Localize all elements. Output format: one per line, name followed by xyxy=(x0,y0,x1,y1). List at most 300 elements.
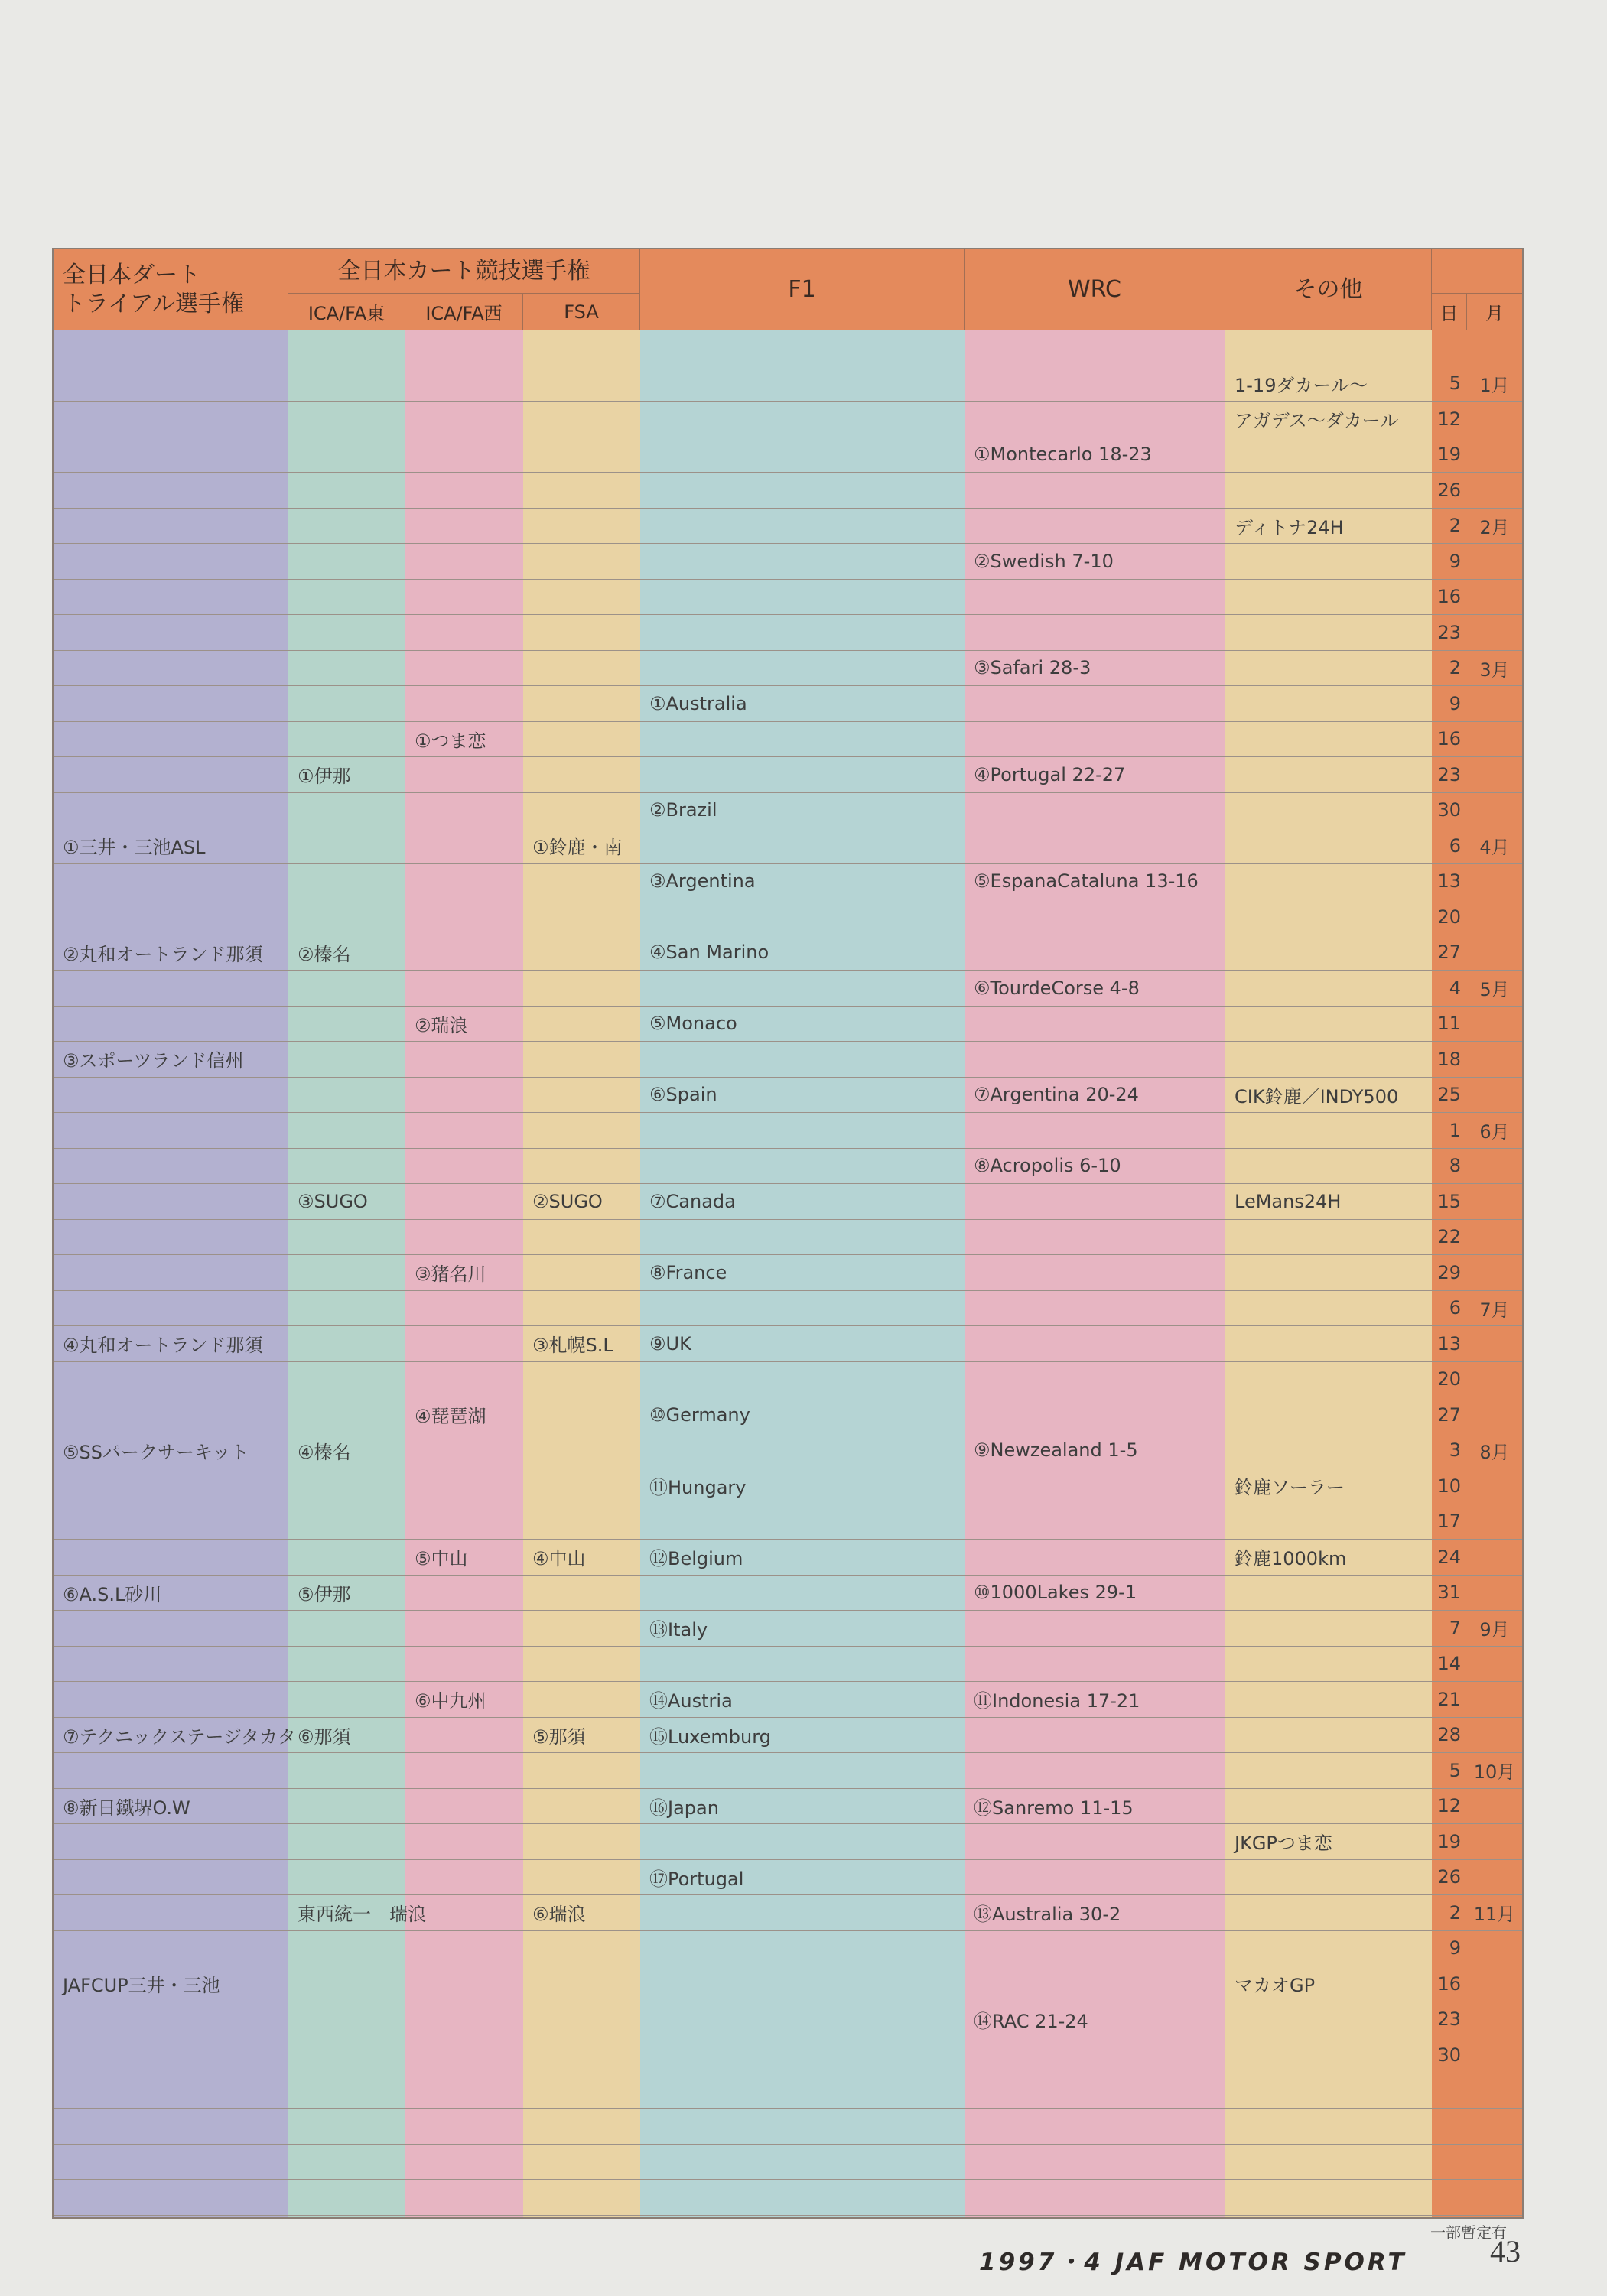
cell-ica-east xyxy=(288,864,405,899)
cell-wrc: ⑧Acropolis 6-10 xyxy=(974,1155,1121,1177)
cell-ica-west: ⑥中九州 xyxy=(415,1690,486,1712)
cell-other xyxy=(1225,615,1432,650)
cell-day: 6 xyxy=(1449,1297,1461,1319)
cell-month xyxy=(1467,899,1522,935)
cell-ica-west xyxy=(405,1860,523,1895)
cell-dirt-trial xyxy=(54,651,288,686)
table-row xyxy=(54,1042,1522,1078)
cell-ica-east xyxy=(288,1149,405,1184)
cell-wrc xyxy=(965,1113,1225,1148)
cell-fsa xyxy=(523,544,640,579)
cell-day: 1 xyxy=(1449,1119,1461,1141)
cell-day: 28 xyxy=(1437,1724,1461,1746)
cell-f1 xyxy=(640,1504,965,1540)
cell-dirt-trial xyxy=(54,1540,288,1575)
table-row xyxy=(54,757,1522,793)
cell-other xyxy=(1225,1611,1432,1646)
cell-wrc: ①Montecarlo 18-23 xyxy=(974,444,1152,466)
cell-fsa: ④中山 xyxy=(532,1548,586,1570)
cell-f1 xyxy=(640,2180,965,2215)
cell-f1 xyxy=(640,651,965,686)
cell-wrc: ⑤EspanaCataluna 13-16 xyxy=(974,870,1199,893)
cell-ica-east xyxy=(288,1220,405,1255)
cell-fsa xyxy=(523,935,640,971)
header-date-group xyxy=(1432,249,1522,294)
cell-fsa xyxy=(523,722,640,757)
cell-day: 17 xyxy=(1437,1511,1461,1533)
cell-dirt-trial xyxy=(54,757,288,792)
cell-dirt-trial xyxy=(54,2073,288,2109)
cell-wrc xyxy=(965,1718,1225,1753)
cell-wrc xyxy=(965,473,1225,508)
cell-wrc xyxy=(965,402,1225,437)
cell-wrc: ②Swedish 7-10 xyxy=(974,550,1114,572)
cell-ica-west xyxy=(405,971,523,1006)
table-row xyxy=(54,473,1522,509)
cell-day: 4 xyxy=(1449,977,1461,999)
cell-ica-east xyxy=(288,1113,405,1148)
cell-day xyxy=(1432,2145,1467,2180)
header-ica-west: ICA/FA西 xyxy=(405,294,523,330)
cell-ica-east xyxy=(288,828,405,863)
cell-f1 xyxy=(640,1220,965,1255)
cell-ica-west xyxy=(405,2002,523,2037)
cell-month: 11月 xyxy=(1473,1904,1516,1926)
cell-wrc xyxy=(965,935,1225,971)
cell-wrc xyxy=(965,1042,1225,1077)
cell-ica-west xyxy=(405,2073,523,2109)
cell-ica-east: ④榛名 xyxy=(298,1441,351,1463)
cell-fsa xyxy=(523,2180,640,2215)
cell-wrc xyxy=(965,1611,1225,1646)
cell-ica-west xyxy=(405,1611,523,1646)
cell-other xyxy=(1225,1576,1432,1611)
cell-day: 10 xyxy=(1437,1475,1461,1497)
table-row xyxy=(54,686,1522,722)
cell-other xyxy=(1225,2002,1432,2037)
cell-other: 1-19ダカール～ xyxy=(1235,374,1368,396)
cell-dirt-trial xyxy=(54,615,288,650)
cell-other xyxy=(1225,864,1432,899)
cell-wrc xyxy=(965,722,1225,757)
cell-day: 25 xyxy=(1437,1084,1461,1106)
cell-other xyxy=(1225,1326,1432,1361)
cell-month xyxy=(1467,1326,1522,1361)
table-row xyxy=(54,1326,1522,1362)
cell-dirt-trial xyxy=(54,1647,288,1682)
table-row xyxy=(54,330,1522,366)
cell-fsa xyxy=(523,899,640,935)
cell-fsa xyxy=(523,1789,640,1824)
cell-f1 xyxy=(640,509,965,544)
cell-dirt-trial xyxy=(54,1007,288,1042)
cell-ica-east xyxy=(288,899,405,935)
cell-month: 5月 xyxy=(1479,979,1510,1001)
cell-f1 xyxy=(640,899,965,935)
cell-day: 12 xyxy=(1437,1795,1461,1817)
cell-other xyxy=(1225,1397,1432,1433)
cell-day: 5 xyxy=(1449,1759,1461,1781)
cell-other xyxy=(1225,651,1432,686)
cell-ica-east xyxy=(288,1824,405,1859)
cell-other xyxy=(1225,1789,1432,1824)
cell-wrc xyxy=(965,1397,1225,1433)
cell-f1: ⑤Monaco xyxy=(649,1013,737,1035)
cell-ica-west: ④琵琶湖 xyxy=(415,1406,486,1428)
cell-wrc xyxy=(965,1468,1225,1504)
cell-dirt-trial xyxy=(54,580,288,615)
cell-wrc: ③Safari 28-3 xyxy=(974,657,1091,679)
cell-fsa xyxy=(523,2002,640,2037)
cell-dirt-trial: ⑧新日鐵堺O.W xyxy=(63,1797,190,1819)
cell-day xyxy=(1432,2109,1467,2144)
cell-wrc xyxy=(965,793,1225,828)
header-fsa: FSA xyxy=(523,294,640,330)
cell-ica-west xyxy=(405,1966,523,2002)
cell-day: 2 xyxy=(1449,1901,1461,1924)
cell-fsa xyxy=(523,1576,640,1611)
cell-f1: ③Argentina xyxy=(649,870,756,893)
cell-ica-west xyxy=(405,828,523,863)
cell-month: 2月 xyxy=(1479,516,1510,538)
cell-f1: ②Brazil xyxy=(649,799,717,821)
cell-ica-west xyxy=(405,615,523,650)
cell-day: 30 xyxy=(1437,799,1461,821)
cell-f1: ⑫Belgium xyxy=(649,1548,743,1570)
cell-month xyxy=(1467,615,1522,650)
cell-wrc xyxy=(965,1966,1225,2002)
cell-dirt-trial: ③スポーツランド信州 xyxy=(63,1050,244,1072)
cell-f1 xyxy=(640,2109,965,2144)
cell-month xyxy=(1467,1931,1522,1966)
cell-dirt-trial xyxy=(54,1362,288,1397)
cell-other: 鈴鹿1000km xyxy=(1235,1548,1347,1570)
cell-ica-east xyxy=(288,509,405,544)
cell-day: 16 xyxy=(1437,1972,1461,1995)
cell-month xyxy=(1467,2037,1522,2073)
cell-fsa xyxy=(523,1753,640,1788)
cell-wrc xyxy=(965,1184,1225,1219)
table-row xyxy=(54,1397,1522,1433)
cell-other xyxy=(1225,1007,1432,1042)
cell-month: 10月 xyxy=(1473,1761,1516,1784)
cell-f1 xyxy=(640,2037,965,2073)
table-row xyxy=(54,1895,1522,1931)
page-number: 43 xyxy=(1490,2234,1521,2268)
cell-f1 xyxy=(640,580,965,615)
calendar-table xyxy=(52,248,1524,2219)
cell-fsa xyxy=(523,1255,640,1290)
cell-wrc xyxy=(965,1824,1225,1859)
cell-fsa xyxy=(523,686,640,721)
cell-other: JKGPつま恋 xyxy=(1235,1833,1332,1855)
cell-dirt-trial: ④丸和オートランド那須 xyxy=(63,1335,263,1357)
cell-fsa xyxy=(523,1362,640,1397)
cell-month xyxy=(1467,1682,1522,1717)
cell-wrc xyxy=(965,1326,1225,1361)
cell-ica-east xyxy=(288,402,405,437)
cell-dirt-trial: ②丸和オートランド那須 xyxy=(63,943,263,965)
cell-fsa xyxy=(523,1468,640,1504)
cell-dirt-trial xyxy=(54,2002,288,2037)
cell-ica-east xyxy=(288,1753,405,1788)
cell-month xyxy=(1467,793,1522,828)
cell-other xyxy=(1225,1860,1432,1895)
cell-day: 8 xyxy=(1449,1155,1461,1177)
header-wrc: WRC xyxy=(965,249,1225,330)
cell-wrc: ⑪Indonesia 17-21 xyxy=(974,1690,1140,1712)
cell-f1 xyxy=(640,1042,965,1077)
cell-month xyxy=(1467,2145,1522,2180)
cell-wrc: ⑩1000Lakes 29-1 xyxy=(974,1582,1137,1604)
cell-other xyxy=(1225,1113,1432,1148)
cell-fsa xyxy=(523,330,640,366)
cell-month: 6月 xyxy=(1479,1121,1510,1143)
cell-ica-west xyxy=(405,1647,523,1682)
table-row xyxy=(54,1433,1522,1469)
cell-f1 xyxy=(640,1647,965,1682)
cell-wrc xyxy=(965,2073,1225,2109)
cell-wrc xyxy=(965,2145,1225,2180)
cell-wrc xyxy=(965,828,1225,863)
cell-dirt-trial xyxy=(54,330,288,366)
cell-f1 xyxy=(640,473,965,508)
cell-ica-east xyxy=(288,437,405,473)
cell-wrc: ⑬Australia 30-2 xyxy=(974,1904,1121,1926)
table-row xyxy=(54,1184,1522,1220)
cell-month xyxy=(1467,1966,1522,2002)
cell-dirt-trial xyxy=(54,686,288,721)
cell-day: 9 xyxy=(1449,1937,1461,1959)
cell-fsa xyxy=(523,580,640,615)
cell-month xyxy=(1467,1078,1522,1113)
cell-dirt-trial xyxy=(54,1220,288,1255)
cell-ica-east xyxy=(288,615,405,650)
cell-ica-east xyxy=(288,544,405,579)
cell-dirt-trial xyxy=(54,1824,288,1859)
cell-dirt-trial: ⑤SSパークサーキット xyxy=(63,1441,249,1463)
table-row xyxy=(54,899,1522,935)
footer-magazine-title: 1997・4 JAF MOTOR SPORT xyxy=(979,2249,1407,2276)
table-row xyxy=(54,828,1522,864)
table-row xyxy=(54,1149,1522,1185)
cell-ica-east xyxy=(288,366,405,402)
cell-wrc xyxy=(965,1220,1225,1255)
cell-ica-east xyxy=(288,580,405,615)
cell-day: 27 xyxy=(1437,1403,1461,1426)
cell-month: 4月 xyxy=(1479,837,1510,859)
cell-day: 27 xyxy=(1437,941,1461,964)
cell-day: 9 xyxy=(1449,550,1461,572)
footer-note: 一部暫定有 xyxy=(1430,2223,1507,2242)
cell-fsa: ⑤那須 xyxy=(532,1725,586,1748)
table-row xyxy=(54,935,1522,971)
table-row xyxy=(54,864,1522,900)
cell-f1 xyxy=(640,544,965,579)
table-row xyxy=(54,1291,1522,1327)
table-row xyxy=(54,1611,1522,1647)
table-row xyxy=(54,1007,1522,1042)
cell-ica-west xyxy=(405,1753,523,1788)
cell-wrc xyxy=(965,330,1225,366)
cell-ica-west xyxy=(405,1149,523,1184)
cell-wrc xyxy=(965,366,1225,402)
cell-dirt-trial xyxy=(54,1149,288,1184)
cell-other xyxy=(1225,330,1432,366)
cell-month xyxy=(1467,864,1522,899)
cell-wrc xyxy=(965,1540,1225,1575)
cell-wrc xyxy=(965,2180,1225,2215)
cell-fsa xyxy=(523,757,640,792)
cell-f1 xyxy=(640,1433,965,1468)
table-row xyxy=(54,1966,1522,2002)
cell-dirt-trial xyxy=(54,1753,288,1788)
cell-day: 23 xyxy=(1437,763,1461,785)
cell-fsa xyxy=(523,1113,640,1148)
cell-f1: ⑭Austria xyxy=(649,1690,733,1712)
cell-f1: ⑧France xyxy=(649,1261,727,1283)
cell-ica-west xyxy=(405,686,523,721)
cell-wrc xyxy=(965,1362,1225,1397)
cell-ica-west xyxy=(405,1504,523,1540)
cell-fsa xyxy=(523,1504,640,1540)
cell-fsa xyxy=(523,1611,640,1646)
cell-f1 xyxy=(640,2145,965,2180)
table-row xyxy=(54,2002,1522,2038)
cell-f1: ①Australia xyxy=(649,692,747,714)
cell-f1: ⑨UK xyxy=(649,1332,691,1355)
cell-other xyxy=(1225,757,1432,792)
cell-f1: ⑬Italy xyxy=(649,1619,708,1641)
cell-day: 9 xyxy=(1449,692,1461,714)
cell-ica-east xyxy=(288,1078,405,1113)
cell-other xyxy=(1225,899,1432,935)
cell-day xyxy=(1432,2180,1467,2215)
cell-month xyxy=(1467,437,1522,473)
table-row xyxy=(54,1647,1522,1683)
cell-day: 13 xyxy=(1437,1332,1461,1355)
cell-other xyxy=(1225,1042,1432,1077)
cell-ica-east xyxy=(288,1007,405,1042)
cell-ica-east: ①伊那 xyxy=(298,766,351,788)
header-other: その他 xyxy=(1225,249,1432,330)
cell-ica-east xyxy=(288,1397,405,1433)
cell-ica-east xyxy=(288,2037,405,2073)
cell-other xyxy=(1225,793,1432,828)
cell-ica-east xyxy=(288,2073,405,2109)
cell-ica-west xyxy=(405,1184,523,1219)
cell-fsa xyxy=(523,1966,640,2002)
cell-day: 19 xyxy=(1437,1830,1461,1852)
cell-other xyxy=(1225,473,1432,508)
cell-wrc xyxy=(965,1504,1225,1540)
cell-ica-east xyxy=(288,2180,405,2215)
cell-dirt-trial xyxy=(54,1184,288,1219)
cell-fsa xyxy=(523,615,640,650)
table-row xyxy=(54,1362,1522,1398)
header-kart-group: 全日本カート競技選手権 xyxy=(288,249,640,294)
cell-dirt-trial xyxy=(54,722,288,757)
cell-month xyxy=(1467,1468,1522,1504)
cell-fsa xyxy=(523,793,640,828)
cell-month: 7月 xyxy=(1479,1299,1510,1321)
cell-ica-east: ⑤伊那 xyxy=(298,1583,351,1605)
cell-ica-west xyxy=(405,1326,523,1361)
cell-f1: ⑰Portugal xyxy=(649,1868,744,1890)
cell-fsa xyxy=(523,1007,640,1042)
cell-other xyxy=(1225,1753,1432,1788)
cell-wrc: ④Portugal 22-27 xyxy=(974,763,1126,785)
table-row xyxy=(54,1576,1522,1611)
cell-ica-west xyxy=(405,1931,523,1966)
cell-ica-west xyxy=(405,864,523,899)
cell-ica-west xyxy=(405,757,523,792)
cell-ica-west xyxy=(405,1433,523,1468)
header-f1: F1 xyxy=(640,249,965,330)
cell-ica-west xyxy=(405,402,523,437)
cell-dirt-trial xyxy=(54,2109,288,2144)
cell-ica-east: ③SUGO xyxy=(298,1190,368,1212)
cell-other xyxy=(1225,686,1432,721)
cell-day: 3 xyxy=(1449,1439,1461,1462)
cell-f1: ⑪Hungary xyxy=(649,1477,747,1499)
cell-f1 xyxy=(640,1753,965,1788)
cell-day: 30 xyxy=(1437,2044,1461,2066)
cell-wrc xyxy=(965,1007,1225,1042)
cell-dirt-trial xyxy=(54,1397,288,1433)
table-row xyxy=(54,580,1522,616)
cell-month xyxy=(1467,544,1522,579)
cell-other xyxy=(1225,1255,1432,1290)
cell-fsa xyxy=(523,1824,640,1859)
cell-dirt-trial xyxy=(54,1860,288,1895)
cell-fsa xyxy=(523,437,640,473)
cell-other: ディトナ24H xyxy=(1235,516,1344,538)
cell-wrc xyxy=(965,1931,1225,1966)
cell-fsa xyxy=(523,1078,640,1113)
table-row xyxy=(54,437,1522,473)
cell-wrc xyxy=(965,1255,1225,1290)
cell-ica-west xyxy=(405,899,523,935)
cell-ica-east xyxy=(288,2002,405,2037)
cell-ica-east xyxy=(288,1860,405,1895)
cell-month xyxy=(1467,580,1522,615)
cell-ica-west xyxy=(405,651,523,686)
cell-f1 xyxy=(640,722,965,757)
cell-ica-west: ③猪名川 xyxy=(415,1263,486,1286)
cell-other xyxy=(1225,2073,1432,2109)
table-row xyxy=(54,793,1522,829)
cell-dirt-trial xyxy=(54,899,288,935)
cell-wrc xyxy=(965,1753,1225,1788)
table-row xyxy=(54,971,1522,1007)
cell-day: 18 xyxy=(1437,1048,1461,1070)
cell-other xyxy=(1225,722,1432,757)
table-row xyxy=(54,1113,1522,1149)
table-row xyxy=(54,1824,1522,1860)
cell-f1 xyxy=(640,402,965,437)
cell-f1: ⑦Canada xyxy=(649,1190,736,1212)
cell-other: アガデス～ダカール xyxy=(1235,410,1399,432)
cell-ica-east: ⑥那須 xyxy=(298,1725,351,1748)
cell-f1 xyxy=(640,1931,965,1966)
cell-dirt-trial xyxy=(54,1682,288,1717)
table-row xyxy=(54,509,1522,545)
cell-dirt-trial xyxy=(54,544,288,579)
cell-ica-east xyxy=(288,722,405,757)
table-row xyxy=(54,1220,1522,1256)
table-row xyxy=(54,2109,1522,2145)
